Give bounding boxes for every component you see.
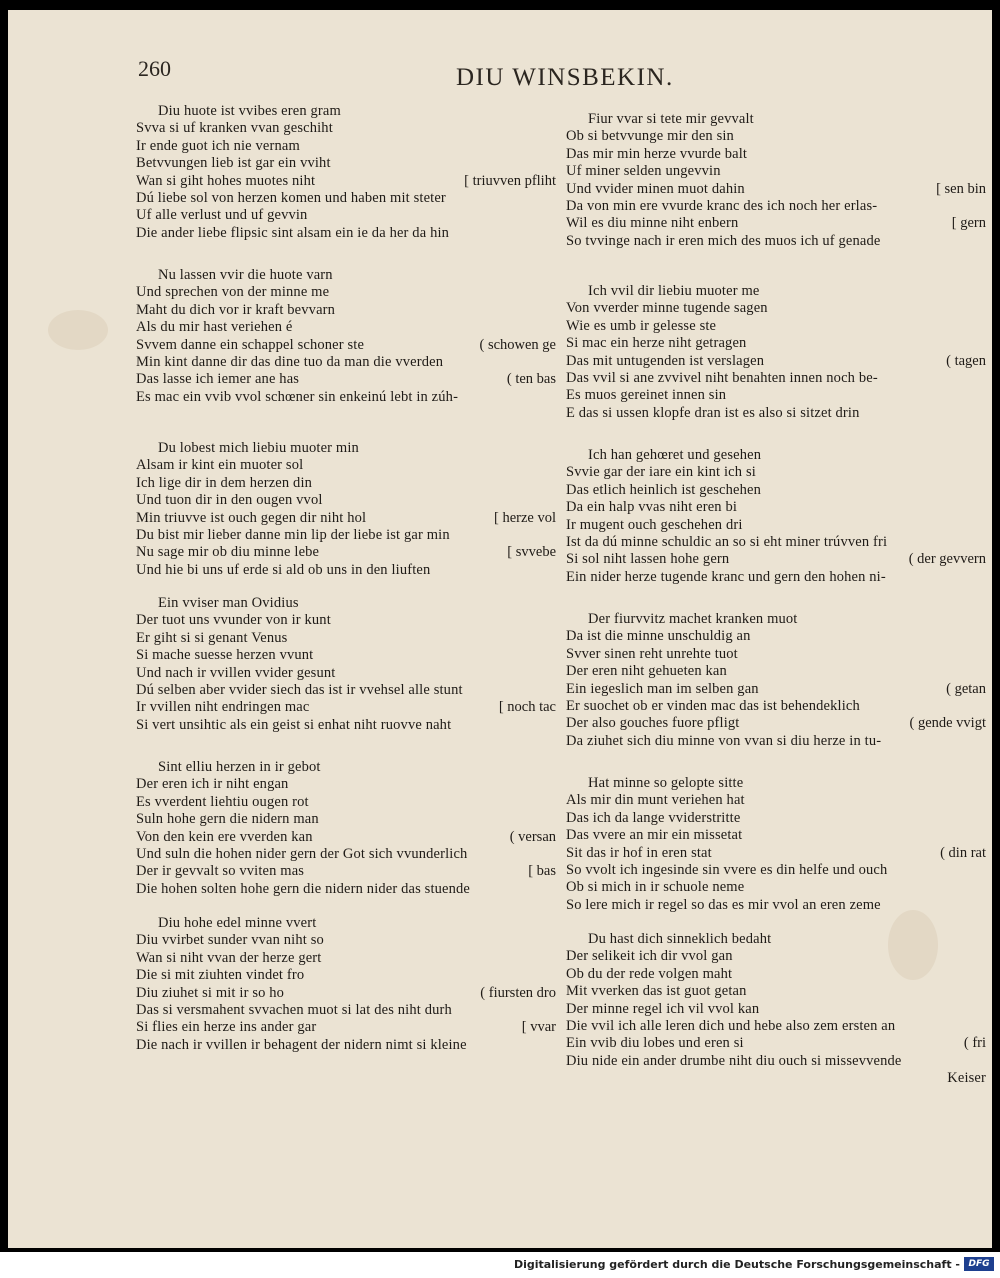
verse-overflow: ( ten bas xyxy=(506,371,556,388)
stanza xyxy=(136,595,556,734)
verse-line xyxy=(136,457,556,474)
verse-line xyxy=(136,699,556,716)
verse-line xyxy=(566,611,986,628)
verse-text: So vvolt ich ingesinde sin vvere es din helfe und ouch xyxy=(566,861,888,878)
verse-text: Da ein halp vvas niht eren bi xyxy=(566,499,738,516)
verse-line xyxy=(566,517,986,534)
verse-overflow: [ svvebe xyxy=(507,544,556,561)
dfg-logo: DFG xyxy=(964,1257,994,1271)
verse-line xyxy=(136,776,556,793)
verse-line xyxy=(566,1035,986,1052)
verse-line xyxy=(136,190,556,207)
verse-line xyxy=(136,562,556,579)
verse-line xyxy=(136,302,556,319)
verse-line xyxy=(136,319,556,336)
verse-line xyxy=(566,300,986,317)
verse-line xyxy=(566,827,986,844)
verse-text: Von den kein ere vverden kan xyxy=(136,828,313,845)
verse-text: Ist da dú minne schuldic an so si eht miner trúvven fri xyxy=(566,533,888,550)
verse-text: Da von min ere vvurde kranc des ich noch her erlas- xyxy=(566,197,878,214)
verse-line xyxy=(566,353,986,370)
verse-line xyxy=(136,863,556,880)
verse-text: Du bist mir lieber danne min lip der liebe ist gar min xyxy=(136,526,450,543)
verse-line xyxy=(136,829,556,846)
verse-text: Mit vverken das ist guot getan xyxy=(566,983,747,1000)
verse-text: Er suochet ob er vinden mac das ist behendeklich xyxy=(566,697,860,714)
verse-line xyxy=(136,544,556,561)
verse-text: Es muos gereinet innen sin xyxy=(566,387,727,404)
verse-line xyxy=(136,647,556,664)
verse-text: Es mac ein vvib vvol schœner sin enkeinú lebt in zúh- xyxy=(136,388,459,405)
verse-line xyxy=(136,881,556,898)
verse-text: Da ist die minne unschuldig an xyxy=(566,628,751,645)
verse-line xyxy=(566,775,986,792)
verse-line xyxy=(566,215,986,232)
running-head: DIU WINSBEKIN. xyxy=(456,64,674,91)
verse-text: Ob du der rede volgen maht xyxy=(566,965,733,982)
verse-text: Keiser xyxy=(947,1070,986,1087)
verse-line xyxy=(136,811,556,828)
verse-text: Das mit untugenden ist verslagen xyxy=(566,352,765,369)
verse-text: Du hast dich sinneklich bedaht xyxy=(588,931,772,947)
stanza xyxy=(566,931,986,1088)
verse-overflow: ( din rat xyxy=(940,844,986,861)
verse-text: So tvvinge nach ir eren mich des muos ich uf genade xyxy=(566,232,881,249)
verse-line xyxy=(136,846,556,863)
verse-text: Dú liebe sol von herzen komen und haben mit steter xyxy=(136,189,446,206)
verse-line xyxy=(136,612,556,629)
verse-text: Svvie gar der iare ein kint ich si xyxy=(566,464,756,481)
footer-bar xyxy=(0,1252,1000,1278)
verse-text: Das etlich heinlich ist geschehen xyxy=(566,481,762,498)
verse-line xyxy=(566,447,986,464)
verse-text: Da ziuhet sich diu minne von vvan si diu herze in tu- xyxy=(566,732,882,749)
verse-text: Wan si giht hohes muotes niht xyxy=(136,172,316,189)
verse-text: Si flies ein herze ins ander gar xyxy=(136,1019,317,1036)
verse-text: Ob si betvvunge mir den sin xyxy=(566,128,734,145)
verse-overflow: [ vvar xyxy=(521,1019,556,1036)
stanza xyxy=(136,915,556,1054)
verse-line xyxy=(566,663,986,680)
verse-line xyxy=(566,983,986,1000)
stanza xyxy=(566,611,986,750)
verse-line xyxy=(136,665,556,682)
verse-text: Ein iegeslich man im selben gan xyxy=(566,680,759,697)
verse-text: Dú selben aber vvider siech das ist ir vvehsel alle stunt xyxy=(136,681,463,698)
verse-overflow: [ noch tac xyxy=(498,699,556,716)
verse-line xyxy=(566,879,986,896)
verse-text: Der also gouches fuore pfligt xyxy=(566,715,740,732)
stanza xyxy=(136,759,556,898)
verse-text: Das ich da lange vviderstritte xyxy=(566,809,741,826)
verse-line xyxy=(136,337,556,354)
paper-stain xyxy=(48,310,108,350)
verse-line xyxy=(566,628,986,645)
verse-text: Ir mugent ouch geschehen dri xyxy=(566,516,743,533)
verse-text: Es vverdent liehtiu ougen rot xyxy=(136,793,309,810)
verse-text: Und hie bi uns uf erde si ald ob uns in den liuften xyxy=(136,561,431,578)
verse-line xyxy=(136,354,556,371)
verse-text: Die nach ir vvillen ir behagent der nidern nimt si kleine xyxy=(136,1036,467,1053)
verse-line xyxy=(136,932,556,949)
verse-text: Ein vvib diu lobes und eren si xyxy=(566,1035,744,1052)
verse-text: Ob si mich in ir schuole neme xyxy=(566,879,745,896)
verse-text: Diu nide ein ander drumbe niht diu ouch si missevvende xyxy=(566,1052,902,1069)
verse-line xyxy=(566,931,986,948)
page-scan xyxy=(8,10,992,1248)
verse-line xyxy=(566,482,986,499)
verse-text: Min triuvve ist ouch gegen dir niht hol xyxy=(136,509,367,526)
verse-text: Alsam ir kint ein muoter sol xyxy=(136,457,304,474)
verse-line xyxy=(566,318,986,335)
verse-text: Und tuon dir in den ougen vvol xyxy=(136,492,323,509)
verse-text: Die hohen solten hohe gern die nidern nider das stuende xyxy=(136,880,471,897)
verse-text: Diu vvirbet sunder vvan niht so xyxy=(136,932,324,949)
verse-text: Und suln die hohen nider gern der Got sich vvunderlich xyxy=(136,845,468,862)
verse-text: Si mache suesse herzen vvunt xyxy=(136,647,314,664)
verse-text: Betvvungen lieb ist gar ein vviht xyxy=(136,155,331,172)
verse-line xyxy=(136,120,556,137)
verse-text: Das vvere an mir ein missetat xyxy=(566,827,743,844)
verse-text: Sint elliu herzen in ir gebot xyxy=(158,759,321,775)
verse-text: Si mac ein herze niht getragen xyxy=(566,335,747,352)
verse-text: Der eren ich ir niht engan xyxy=(136,776,289,793)
verse-text: Ich lige dir in dem herzen din xyxy=(136,474,313,491)
verse-line xyxy=(136,1002,556,1019)
verse-text: Maht du dich vor ir kraft bevvarn xyxy=(136,301,336,318)
verse-text: Als du mir hast veriehen é xyxy=(136,319,293,336)
verse-line xyxy=(136,967,556,984)
verse-line xyxy=(566,681,986,698)
verse-line xyxy=(566,233,986,250)
verse-line xyxy=(136,510,556,527)
verse-text: Diu ziuhet si mit ir so ho xyxy=(136,984,285,1001)
verse-overflow: ( gende vvigt xyxy=(909,715,986,732)
verse-line xyxy=(136,1019,556,1036)
verse-line xyxy=(136,284,556,301)
verse-text: Nu lassen vvir die huote varn xyxy=(158,267,333,283)
verse-text: Diu huote ist vvibes eren gram xyxy=(158,103,341,119)
page-number: 260 xyxy=(138,56,171,81)
verse-line xyxy=(136,207,556,224)
verse-text: Ein nider herze tugende kranc und gern den hohen ni- xyxy=(566,568,886,585)
verse-line xyxy=(566,715,986,732)
verse-overflow: [ herze vol xyxy=(494,509,556,526)
verse-line xyxy=(566,948,986,965)
verse-text: Von vverder minne tugende sagen xyxy=(566,300,768,317)
verse-text: Suln hohe gern die nidern man xyxy=(136,811,319,828)
verse-line xyxy=(566,146,986,163)
verse-text: Ein vviser man Ovidius xyxy=(158,595,299,611)
verse-line xyxy=(136,1037,556,1054)
stanza xyxy=(566,775,986,914)
verse-text: E das si ussen klopfe dran ist es also si sitzet drin xyxy=(566,404,860,421)
verse-overflow: [ sen bin xyxy=(936,180,986,197)
verse-text: Der tuot uns vvunder von ir kunt xyxy=(136,612,331,629)
stanza xyxy=(566,447,986,586)
verse-line xyxy=(566,1053,986,1070)
verse-overflow: ( der gevvern xyxy=(908,551,986,568)
verse-line xyxy=(136,682,556,699)
verse-text: Er giht si si genant Venus xyxy=(136,629,288,646)
verse-line xyxy=(566,1018,986,1035)
verse-line xyxy=(566,198,986,215)
verse-line xyxy=(136,759,556,776)
stanza xyxy=(136,440,556,579)
verse-text: Der ir gevvalt so vviten mas xyxy=(136,863,305,880)
verse-text: Die vvil ich alle leren dich und hebe also zem ersten an xyxy=(566,1017,896,1034)
verse-text: Ich vvil dir liebiu muoter me xyxy=(588,283,760,299)
stanza xyxy=(566,283,986,422)
verse-text: Und vvider minen muot dahin xyxy=(566,180,745,197)
verse-line xyxy=(136,492,556,509)
verse-line xyxy=(136,717,556,734)
verse-line xyxy=(566,128,986,145)
verse-line xyxy=(136,527,556,544)
verse-text: Als mir din munt veriehen hat xyxy=(566,792,745,809)
verse-overflow: ( schowen ge xyxy=(479,336,556,353)
verse-text: Svver sinen reht unrehte tuot xyxy=(566,645,738,662)
verse-overflow: ( versan xyxy=(509,828,556,845)
verse-text: Der fiurvvitz machet kranken muot xyxy=(588,611,798,627)
stanza xyxy=(566,111,986,250)
verse-overflow: [ bas xyxy=(528,863,556,880)
verse-text: Und sprechen von der minne me xyxy=(136,284,330,301)
verse-text: Wan si niht vvan der herze gert xyxy=(136,949,322,966)
verse-text: Min kint danne dir das dine tuo da man die vverden xyxy=(136,353,444,370)
verse-line xyxy=(566,499,986,516)
verse-line xyxy=(136,630,556,647)
verse-line xyxy=(566,1070,986,1087)
verse-line xyxy=(136,389,556,406)
verse-line xyxy=(566,534,986,551)
verse-text: Der eren niht gehueten kan xyxy=(566,663,727,680)
verse-line xyxy=(566,698,986,715)
verse-text: Svva si uf kranken vvan geschiht xyxy=(136,120,333,137)
verse-text: Uf miner selden ungevvin xyxy=(566,163,721,180)
verse-line xyxy=(566,862,986,879)
verse-text: Das mir min herze vvurde balt xyxy=(566,145,748,162)
verse-line xyxy=(566,646,986,663)
verse-line xyxy=(566,810,986,827)
verse-line xyxy=(136,371,556,388)
verse-text: Ir ende guot ich nie vernam xyxy=(136,137,300,154)
verse-text: Svvem danne ein schappel schoner ste xyxy=(136,336,365,353)
verse-text: Si sol niht lassen hohe gern xyxy=(566,551,730,568)
verse-line xyxy=(136,595,556,612)
stanza xyxy=(136,103,556,242)
verse-line xyxy=(566,464,986,481)
verse-line xyxy=(136,985,556,1002)
verse-overflow: ( fiursten dro xyxy=(480,984,556,1001)
verse-text: So lere mich ir regel so das es mir vvol an eren zeme xyxy=(566,896,881,913)
verse-line xyxy=(566,1001,986,1018)
verse-line xyxy=(136,267,556,284)
verse-text: Sit das ir hof in eren stat xyxy=(566,844,712,861)
verse-line xyxy=(136,440,556,457)
verse-overflow: [ gern xyxy=(951,215,986,232)
verse-line xyxy=(566,370,986,387)
verse-text: Die si mit ziuhten vindet fro xyxy=(136,967,305,984)
footer-credit: Digitalisierung gefördert durch die Deutsche Forschungsgemeinschaft - xyxy=(513,1258,960,1271)
verse-line xyxy=(566,387,986,404)
verse-overflow: ( fri xyxy=(963,1035,986,1052)
verse-line xyxy=(566,897,986,914)
verse-text: Das vvil si ane zvvivel niht benahten innen noch be- xyxy=(566,369,878,386)
verse-text: Nu sage mir ob diu minne lebe xyxy=(136,544,320,561)
verse-overflow: ( tagen xyxy=(946,352,986,369)
verse-line xyxy=(136,103,556,120)
verse-text: Das lasse ich iemer ane has xyxy=(136,371,300,388)
verse-text: Hat minne so gelopte sitte xyxy=(588,775,744,791)
verse-overflow: ( getan xyxy=(946,680,986,697)
verse-line xyxy=(566,569,986,586)
verse-text: Und nach ir vvillen vvider gesunt xyxy=(136,664,336,681)
verse-line xyxy=(136,950,556,967)
verse-line xyxy=(136,915,556,932)
verse-text: Si vert unsihtic als ein geist si enhat niht ruovve naht xyxy=(136,716,452,733)
verse-line xyxy=(136,138,556,155)
verse-text: Fiur vvar si tete mir gevvalt xyxy=(588,111,754,127)
verse-line xyxy=(136,794,556,811)
verse-line xyxy=(566,845,986,862)
verse-line xyxy=(136,155,556,172)
verse-overflow: [ triuvven pfliht xyxy=(464,172,556,189)
verse-text: Das si versmahent svvachen muot si lat des niht durh xyxy=(136,1001,452,1018)
verse-line xyxy=(136,225,556,242)
verse-text: Der selikeit ich dir vvol gan xyxy=(566,948,733,965)
verse-line xyxy=(566,405,986,422)
verse-line xyxy=(566,181,986,198)
verse-text: Uf alle verlust und uf gevvin xyxy=(136,207,308,224)
verse-text: Die ander liebe flipsic sint alsam ein ie da her da hin xyxy=(136,224,450,241)
verse-text: Du lobest mich liebiu muoter min xyxy=(158,440,359,456)
verse-text: Wie es umb ir gelesse ste xyxy=(566,317,717,334)
verse-line xyxy=(566,335,986,352)
verse-line xyxy=(566,551,986,568)
verse-line xyxy=(566,966,986,983)
verse-line xyxy=(136,173,556,190)
verse-text: Der minne regel ich vil vvol kan xyxy=(566,1000,760,1017)
verse-line xyxy=(566,163,986,180)
verse-text: Wil es diu minne niht enbern xyxy=(566,215,739,232)
verse-text: Ich han gehœret und gesehen xyxy=(588,447,762,463)
verse-text: Ir vvillen niht endringen mac xyxy=(136,699,310,716)
stanza xyxy=(136,267,556,406)
verse-line xyxy=(136,475,556,492)
verse-text: Diu hohe edel minne vvert xyxy=(158,915,317,931)
verse-line xyxy=(566,733,986,750)
verse-line xyxy=(566,111,986,128)
verse-line xyxy=(566,792,986,809)
verse-line xyxy=(566,283,986,300)
